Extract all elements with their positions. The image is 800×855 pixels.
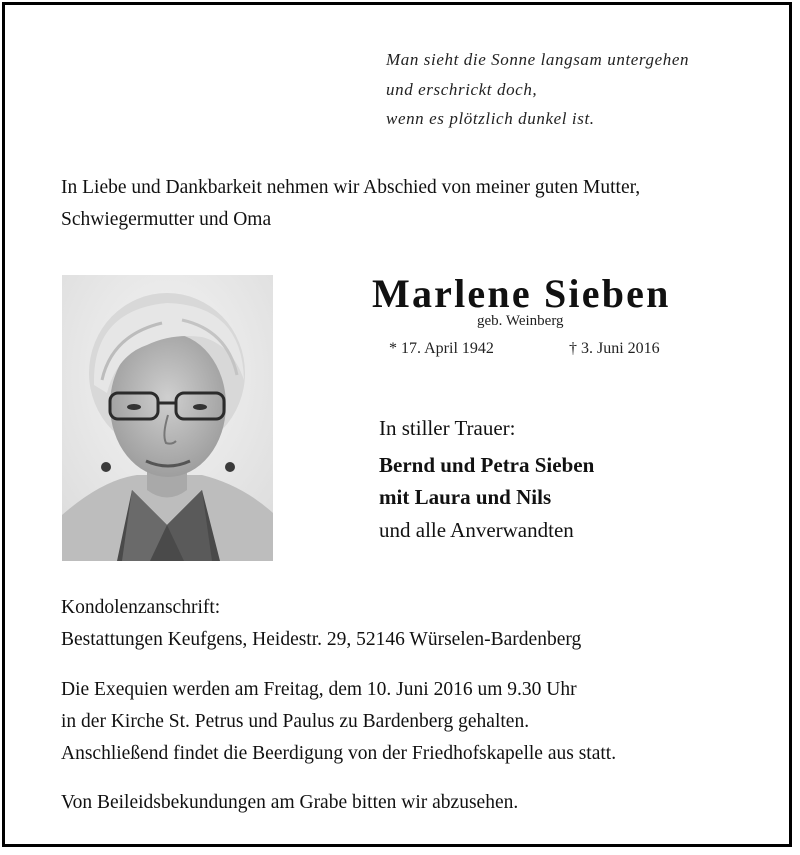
birth-name: geb. Weinberg: [477, 313, 564, 329]
intro-line: Schwiegermutter und Oma: [61, 209, 272, 230]
mourning-heading: In stiller Trauer:: [379, 416, 516, 440]
service-info: [61, 674, 616, 770]
poem: [386, 45, 689, 134]
relatives-line: und alle Anverwandten: [379, 518, 574, 542]
mourner-names: [379, 449, 594, 513]
birth-date: * 17. April 1942: [389, 340, 494, 357]
poem-line: wenn es plötzlich dunkel ist.: [386, 109, 595, 128]
portrait-image: [62, 275, 273, 561]
service-line: Anschließend findet die Beerdigung von der Friedhofskapelle aus statt.: [61, 743, 617, 764]
service-line: Die Exequien werden am Freitag, dem 10. Juni 2016 um 9.30 Uhr: [61, 679, 577, 700]
request-line: Von Beileidsbekundungen am Grabe bitten wir abzusehen.: [61, 792, 519, 813]
condolence-label: Kondolenzanschrift:: [61, 597, 221, 618]
poem-line: und erschrickt doch,: [386, 79, 538, 99]
poem-line: Man sieht die Sonne langsam untergehen: [386, 50, 690, 69]
death-date: † 3. Juni 2016: [569, 340, 660, 357]
intro-line: In Liebe und Dankbarkeit nehmen wir Abschied von meiner guten Mutter,: [61, 177, 641, 198]
deceased-name: Marlene Sieben: [372, 271, 671, 316]
service-line: in der Kirche St. Petrus und Paulus zu Bardenberg gehalten.: [61, 711, 530, 732]
condolence-address: [61, 592, 581, 656]
mourner-line: mit Laura und Nils: [379, 485, 552, 509]
condolence-address-line: Bestattungen Keufgens, Heidestr. 29, 52146 Würselen-Bardenberg: [61, 629, 582, 650]
portrait-photo: [62, 275, 273, 561]
condolence-request: [61, 787, 518, 819]
intro-text: [61, 172, 773, 236]
mourner-line: Bernd und Petra Sieben: [379, 453, 595, 477]
